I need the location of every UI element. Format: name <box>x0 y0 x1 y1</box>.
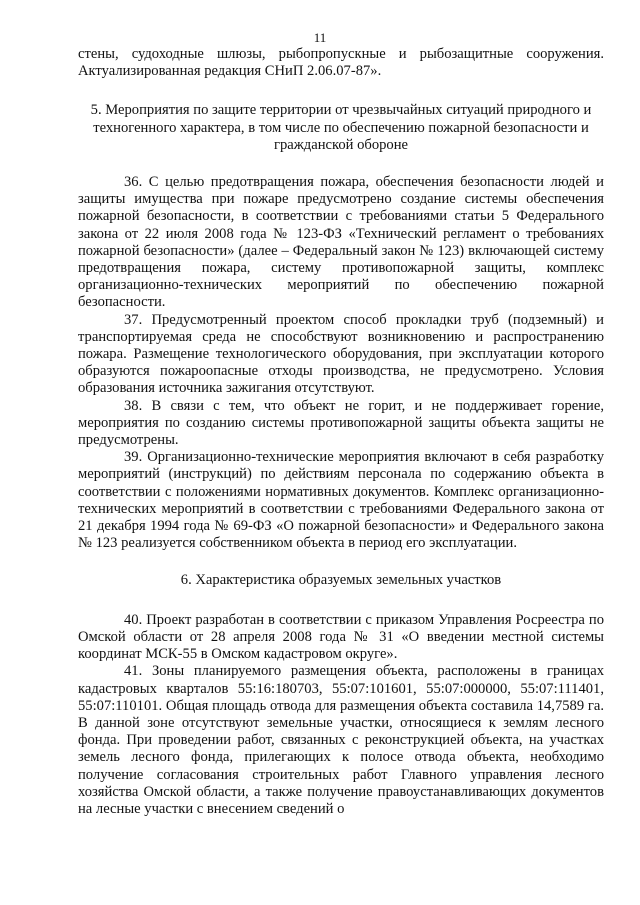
section-heading-5: 5. Мероприятия по защите территории от чрезвычайных ситуаций природного и техногенного характера, в том числе по обеспечению пожарной безопасности и гражданской обороне <box>90 102 592 153</box>
paragraph-41: 41. Зоны планируемого размещения объекта, расположены в границах кадастровых кварталов 55:16:180703, 55:07:101601, 55:07:000000, 55:07:111401, 55:07:110101. Общая площадь отвода для размещения объекта составила 14,7589 га. В данной зоне отсутствуют земельные участки, относящиеся к землям лесного фонда. При проведении работ, связанных с реконструкцией объекта, на участках земель лесного фонда, прилегающих к полосе отвода объекта, необходимо получение согласования строительных работ Главного управления лесного хозяйства Омской области, а также получение правоустанавливающих документов на лесные участки с внесением сведений о <box>78 663 604 817</box>
document-body <box>78 46 604 818</box>
paragraph-36: 36. С целью предотвращения пожара, обеспечения безопасности людей и защиты имущества при пожаре предусмотрено создание системы обеспечения пожарной безопасности, в соответствии с требованиями статьи 5 Федерального закона от 22 июля 2008 года № 123-ФЗ «Технический регламент о требованиях пожарной безопасности» (далее – Федеральный закон № 123) включающей систему предотвращения пожара, систему противопожарной защиты, комплекс организационно-технических мероприятий по обеспечению пожарной безопасности. <box>78 174 604 311</box>
paragraph-39: 39. Организационно-технические мероприятия включают в себя разработку мероприятий (инструкций) по действиям персонала по содержанию объекта в соответствии с положениями нормативных документов. Комплекс организационно-технических мероприятий в соответствии с требованиями Федерального закона от 21 декабря 1994 года № 69-ФЗ «О пожарной безопасности» и Федерального закона № 123 реализуется собственником объекта в период его эксплуатации. <box>78 449 604 552</box>
paragraph-37: 37. Предусмотренный проектом способ прокладки труб (подземный) и транспортируемая среда не способствуют возникновению и распространению пожара. Размещение технологического оборудования, при эксплуатации которого образуются пожароопасные отходы производства, не предусмотрено. Условия образования источника зажигания отсутствуют. <box>78 311 604 397</box>
page-number: 11 <box>313 30 327 45</box>
paragraph-40: 40. Проект разработан в соответствии с приказом Управления Росреестра по Омской области от 28 апреля 2008 года № 31 «О введении местной системы координат МСК-55 в Омском кадастровом округе». <box>78 611 604 663</box>
paragraph-38: 38. В связи с тем, что объект не горит, и не поддерживает горение, мероприятия по созданию системы противопожарной защиты объекта защиты не предусмотрены. <box>78 397 604 449</box>
paragraph-continuation: стены, судоходные шлюзы, рыбопропускные и рыбозащитные сооружения. Актуализированная редакция СНиП 2.06.07-87». <box>78 46 604 80</box>
section-heading-6: 6. Характеристика образуемых земельных участков <box>180 572 502 589</box>
